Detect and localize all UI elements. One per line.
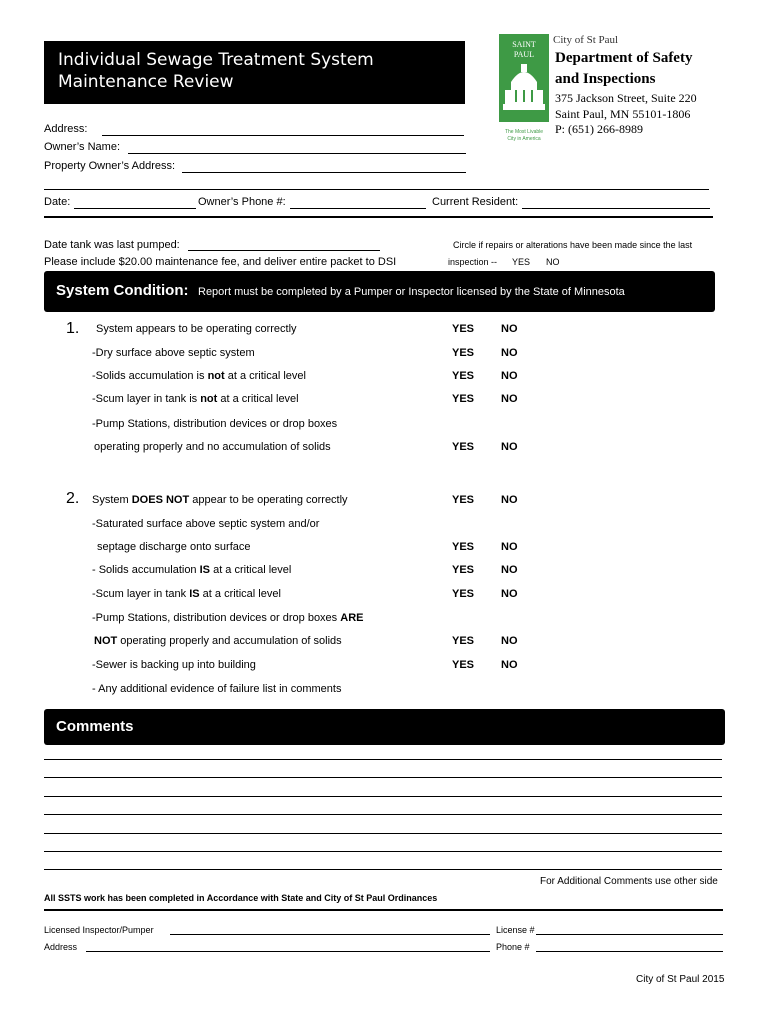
compliance-statement: All SSTS work has been completed in Accordance with State and City of St Paul Ordinances: [44, 893, 438, 903]
s2-pump1-bold: ARE: [340, 612, 364, 624]
footer-address-label: Address: [44, 942, 78, 952]
city-name: City of St Paul: [553, 34, 619, 46]
s2-item-sewer: -Sewer is backing up into building: [92, 659, 256, 671]
license-label: License #: [496, 925, 535, 935]
s2-solids-pre: - Solids accumulation: [92, 564, 200, 576]
s2-title-pre: System: [92, 494, 132, 506]
s2-pump2-post: operating properly and accumulation of solids: [117, 635, 342, 647]
s2-pump-no[interactable]: NO: [501, 635, 518, 647]
s1-item-solids: [92, 370, 306, 382]
s2-scum-no[interactable]: NO: [501, 588, 518, 600]
divider-line: [44, 189, 709, 190]
s1-solids-bold: not: [207, 370, 225, 382]
section1-number: 1.: [66, 320, 80, 337]
comment-line-3[interactable]: [44, 796, 722, 797]
s2-title-post: appear to be operating correctly: [189, 494, 348, 506]
comment-line-1[interactable]: [44, 759, 722, 760]
circle-no[interactable]: NO: [546, 257, 560, 267]
s1-item-dry-surface: -Dry surface above septic system: [92, 347, 255, 359]
dept-address2: Saint Paul, MN 55101-1806: [555, 107, 691, 121]
logo-text-saint: SAINT: [512, 40, 536, 49]
s1-item-pump1: -Pump Stations, distribution devices or drop boxes: [92, 418, 338, 430]
footer-divider: [44, 909, 723, 911]
fee-note: Please include $20.00 maintenance fee, and deliver entire packet to DSI: [44, 256, 397, 268]
s2-saturated-no[interactable]: NO: [501, 541, 518, 553]
s2-pump2-bold: NOT: [94, 635, 118, 647]
date-label: Date:: [44, 196, 71, 208]
s1-dry-yes[interactable]: YES: [452, 347, 475, 359]
s2-sewer-yes[interactable]: YES: [452, 659, 475, 671]
s1-solids-yes[interactable]: YES: [452, 370, 475, 382]
owner-phone-label: Owner’s Phone #:: [198, 196, 286, 208]
s2-saturated-yes[interactable]: YES: [452, 541, 475, 553]
s2-pump-yes[interactable]: YES: [452, 635, 475, 647]
s2-pump1-pre: -Pump Stations, distribution devices or drop boxes: [92, 612, 341, 624]
s1-scum-yes[interactable]: YES: [452, 393, 475, 405]
comment-line-2[interactable]: [44, 777, 722, 778]
s2-solids-yes[interactable]: YES: [452, 564, 475, 576]
s2-scum-pre: -Scum layer in tank: [92, 588, 190, 600]
s1-scum-bold: not: [200, 393, 218, 405]
s2-scum-after: at a critical level: [199, 588, 281, 600]
section1-title: System appears to be operating correctly: [96, 323, 297, 335]
s1-solids-no[interactable]: NO: [501, 370, 518, 382]
s2-title-yes[interactable]: YES: [452, 494, 475, 506]
section2-number: 2.: [66, 490, 80, 507]
owner-name-field[interactable]: [128, 153, 466, 154]
saint-paul-logo: [499, 34, 549, 148]
s2-item-pump1: [92, 612, 363, 624]
logo-tagline-1: The Most Livable: [504, 129, 544, 135]
comment-line-4[interactable]: [44, 814, 722, 815]
s2-solids-bold: IS: [199, 564, 211, 576]
date-field[interactable]: [74, 208, 196, 209]
dept-phone: P: (651) 266-8989: [555, 122, 643, 136]
s1-solids-text: -Solids accumulation is: [92, 370, 208, 382]
system-condition-bar: [44, 271, 715, 312]
s2-item-scum: [92, 588, 281, 600]
s1-pump-yes[interactable]: YES: [452, 441, 475, 453]
s2-item-pump2: [94, 635, 342, 647]
s2-item-evidence: - Any additional evidence of failure list in comments: [92, 683, 342, 695]
license-field[interactable]: [536, 934, 723, 935]
circle-note-line2: inspection --: [448, 257, 498, 267]
comment-line-6[interactable]: [44, 851, 722, 852]
address-label: Address:: [44, 123, 88, 135]
s1-scum-no[interactable]: NO: [501, 393, 518, 405]
current-resident-label: Current Resident:: [432, 196, 519, 208]
s1-scum-text: -Scum layer in tank is: [92, 393, 201, 405]
comments-other-side: For Additional Comments use other side: [540, 876, 718, 887]
s1-item-scum: [92, 393, 299, 405]
footer-address-field[interactable]: [86, 951, 490, 952]
s2-item-solids: [92, 564, 291, 576]
dept-address1: 375 Jackson Street, Suite 220: [555, 91, 697, 105]
comments-heading: Comments: [56, 718, 134, 735]
comments-bar: [44, 709, 725, 745]
section2-title: [92, 494, 348, 506]
s1-pump-no[interactable]: NO: [501, 441, 518, 453]
tank-pumped-label: Date tank was last pumped:: [44, 239, 180, 251]
s2-scum-bold: IS: [189, 588, 200, 600]
tank-pumped-field[interactable]: [188, 250, 380, 251]
s1-scum-after: at a critical level: [217, 393, 299, 405]
form-title-line2: Maintenance Review: [58, 72, 234, 92]
s1-dry-no[interactable]: NO: [501, 347, 518, 359]
logo-text-paul: PAUL: [513, 50, 535, 59]
s2-scum-yes[interactable]: YES: [452, 588, 475, 600]
footer-phone-field[interactable]: [536, 951, 723, 952]
address-field[interactable]: [102, 135, 464, 136]
inspector-label: Licensed Inspector/Pumper: [44, 925, 154, 935]
s2-solids-no[interactable]: NO: [501, 564, 518, 576]
circle-yes[interactable]: YES: [512, 257, 531, 267]
s2-item-saturated1: -Saturated surface above septic system and/or: [92, 518, 320, 530]
year-note: City of St Paul 2015: [636, 974, 725, 985]
owner-name-label: Owner’s Name:: [44, 141, 121, 153]
comment-line-5[interactable]: [44, 833, 722, 834]
current-resident-field[interactable]: [522, 208, 710, 209]
footer-phone-label: Phone #: [496, 942, 530, 952]
s2-solids-after: at a critical level: [210, 564, 292, 576]
owner-phone-field[interactable]: [290, 208, 426, 209]
circle-note-line1: Circle if repairs or alterations have been made since the last: [453, 240, 693, 250]
comment-line-7[interactable]: [44, 869, 722, 870]
inspector-field[interactable]: [170, 934, 490, 935]
form-title: [44, 41, 465, 104]
property-owner-address-field[interactable]: [182, 172, 466, 173]
s2-sewer-no[interactable]: NO: [501, 659, 518, 671]
s2-title-no[interactable]: NO: [501, 494, 518, 506]
s2-title-bold: DOES NOT: [131, 494, 190, 506]
divider-bar: [44, 216, 713, 218]
s1-title-yes[interactable]: YES: [452, 323, 475, 335]
s2-item-saturated2: septage discharge onto surface: [97, 541, 251, 553]
form-title-line1: Individual Sewage Treatment System: [58, 50, 374, 70]
logo-tagline-2: City in America: [507, 136, 541, 142]
cathedral-logo-icon: [499, 34, 549, 148]
system-condition-subheading: Report must be completed by a Pumper or Inspector licensed by the State of Minnesota: [198, 286, 625, 298]
s1-item-pump2: operating properly and no accumulation of solids: [94, 441, 331, 453]
s1-solids-after: at a critical level: [224, 370, 306, 382]
dept-line2: and Inspections: [555, 71, 656, 87]
dept-line1: Department of Safety: [555, 50, 693, 66]
system-condition-heading: System Condition:: [56, 282, 189, 299]
property-owner-address-label: Property Owner’s Address:: [44, 160, 176, 172]
s1-title-no[interactable]: NO: [501, 323, 518, 335]
